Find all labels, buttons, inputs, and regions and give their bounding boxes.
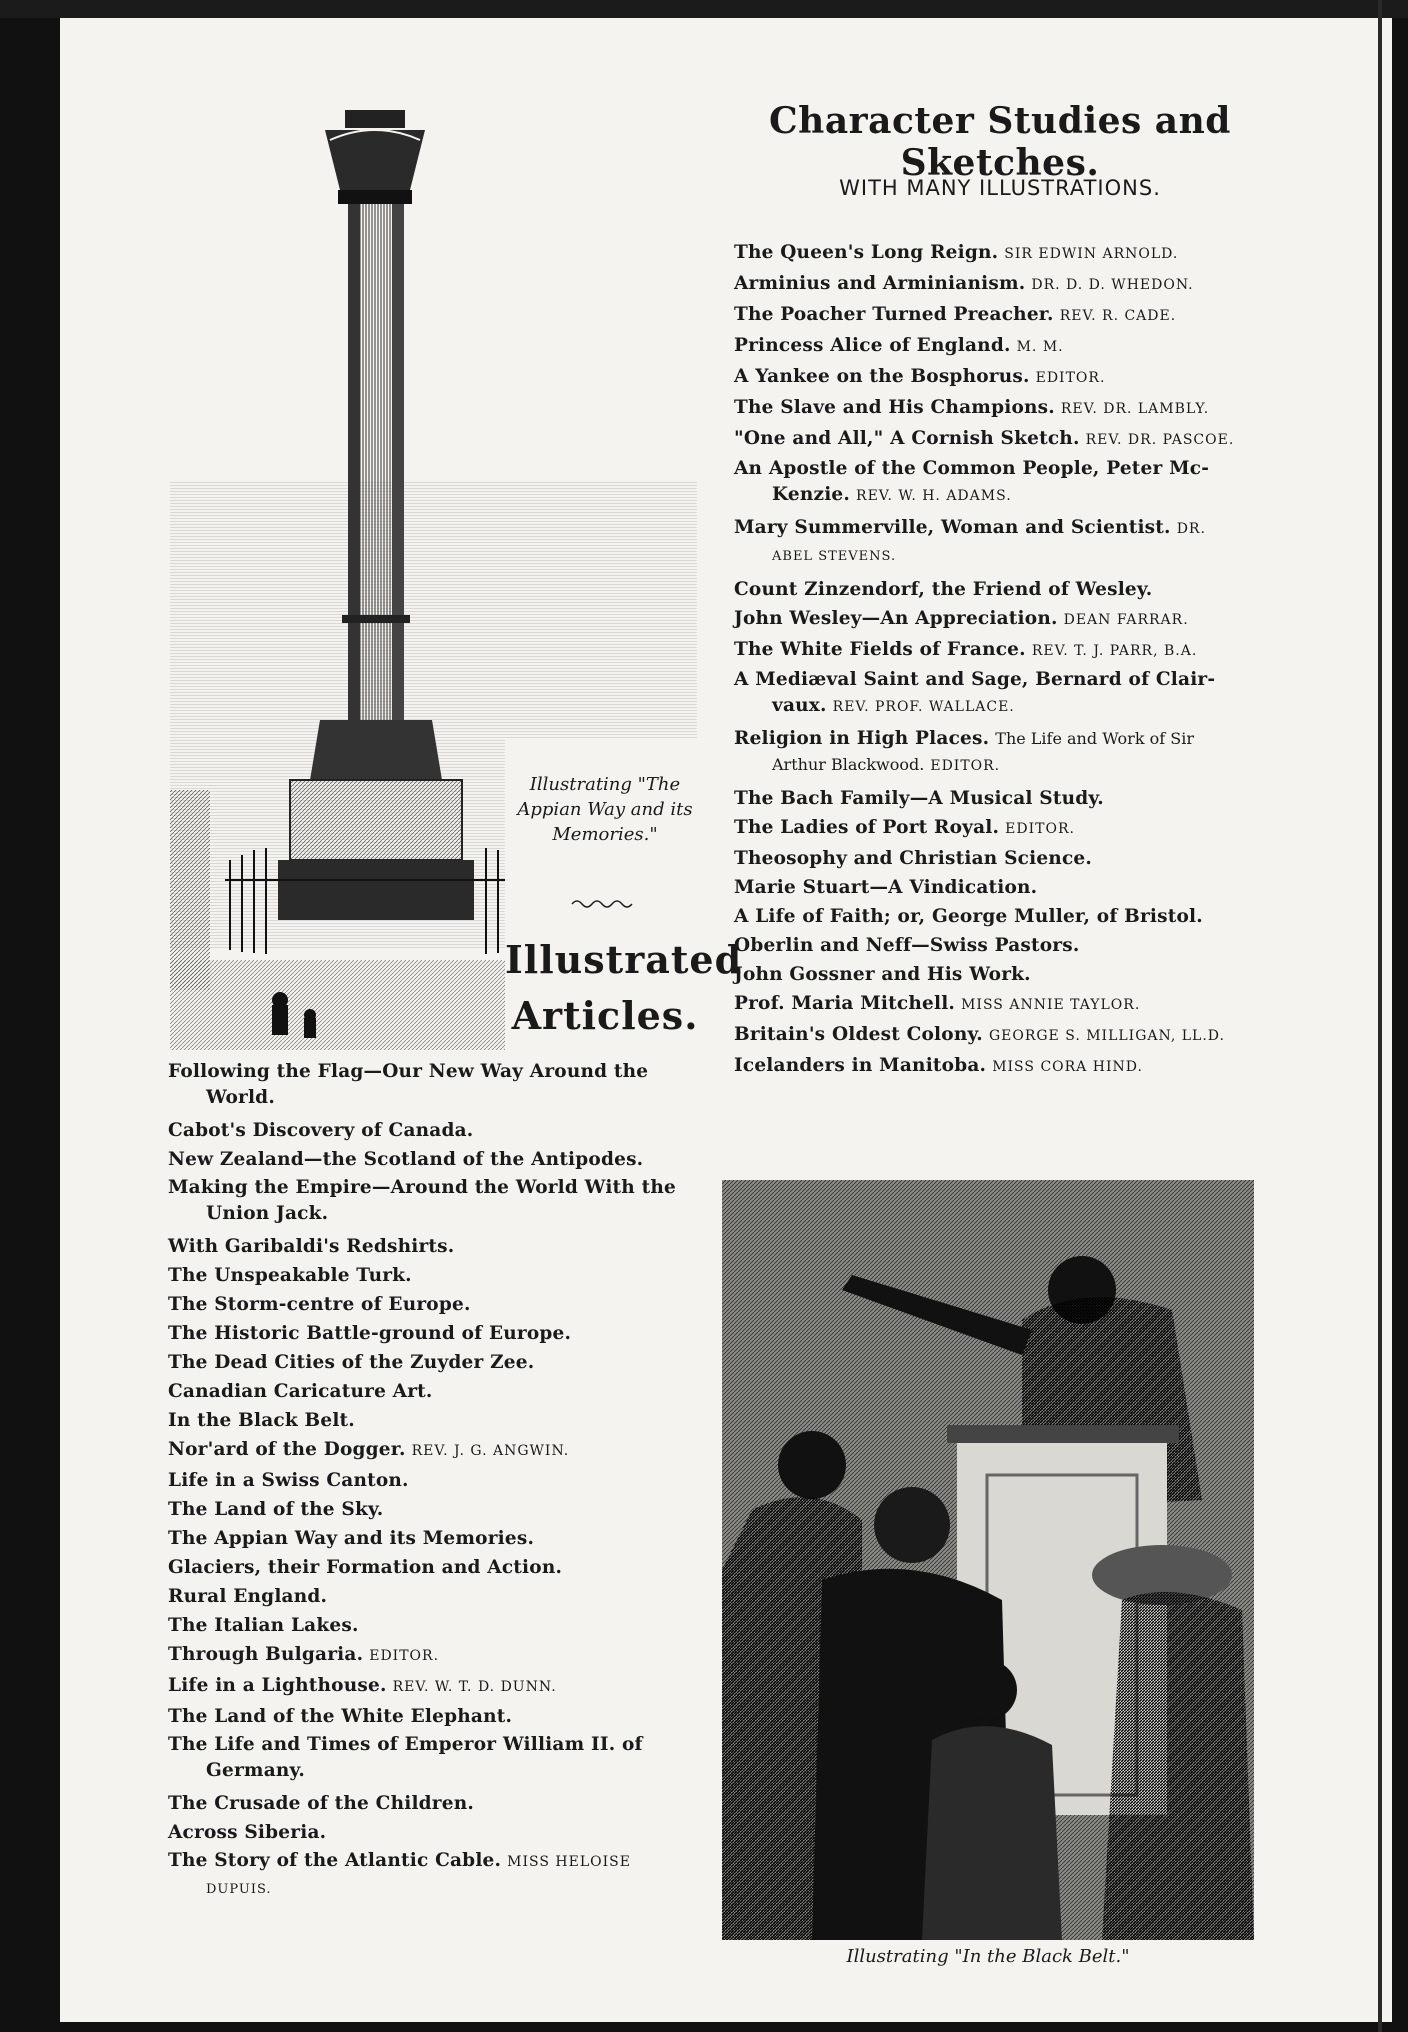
- list-item: [734, 873, 1264, 902]
- article-author: EDITOR.: [1005, 821, 1075, 837]
- article-title: The Poacher Turned Preacher.: [734, 304, 1054, 325]
- list-item: [168, 1818, 708, 1847]
- article-title: The Italian Lakes.: [168, 1615, 359, 1636]
- list-item: [734, 455, 1264, 508]
- article-author: REV. W. T. D. DUNN.: [392, 1679, 557, 1695]
- article-title: Theosophy and Christian Science.: [734, 848, 1093, 869]
- article-author: REV. R. CADE.: [1059, 308, 1177, 324]
- list-item: [168, 1847, 708, 1902]
- article-title: Count Zinzendorf, the Friend of Wesley.: [734, 579, 1153, 600]
- list-item: [168, 1466, 708, 1495]
- article-title: Life in a Swiss Canton.: [168, 1470, 409, 1491]
- list-item: [734, 1020, 1264, 1051]
- article-author: SIR EDWIN ARNOLD.: [1004, 246, 1179, 262]
- list-item: [734, 989, 1264, 1020]
- section-subtitle: WITH MANY ILLUSTRATIONS.: [839, 176, 1161, 200]
- article-title: Making the Empire—Around the World With the: [168, 1177, 676, 1198]
- article-title-continued: Union Jack.: [206, 1203, 329, 1224]
- list-item: [734, 902, 1264, 931]
- articles-heading: Articles.: [511, 993, 699, 1038]
- article-title: Glaciers, their Formation and Action.: [168, 1557, 563, 1578]
- illustrated-heading: Illustrated: [505, 937, 743, 982]
- page-edge: [1378, 0, 1382, 2032]
- article-title: Through Bulgaria.: [168, 1644, 364, 1665]
- list-item: [168, 1731, 708, 1783]
- article-title: A Yankee on the Bosphorus.: [734, 366, 1030, 387]
- list-item: [168, 1145, 708, 1174]
- article-title: Marie Stuart—A Vindication.: [734, 877, 1038, 898]
- list-item: [734, 784, 1264, 813]
- article-title: The Story of the Atlantic Cable.: [168, 1850, 502, 1871]
- list-item: [168, 1348, 708, 1377]
- list-item: [168, 1232, 708, 1261]
- list-item: [168, 1582, 708, 1611]
- article-title: Rural England.: [168, 1586, 328, 1607]
- article-title: The Storm-centre of Europe.: [168, 1294, 471, 1315]
- article-title: Across Siberia.: [168, 1822, 327, 1843]
- section-title: Character Studies and Sketches.: [769, 100, 1231, 184]
- article-author: DR. D. D. WHEDON.: [1031, 277, 1194, 293]
- list-item: [734, 393, 1264, 424]
- article-title: New Zealand—the Scotland of the Antipodes.: [168, 1149, 644, 1170]
- list-item: [734, 269, 1264, 300]
- article-title-continued: Germany.: [206, 1760, 305, 1781]
- list-item: [168, 1702, 708, 1731]
- article-title: A Mediæval Saint and Sage, Bernard of Clair-: [734, 669, 1216, 690]
- preacher-illustration: [722, 1180, 1254, 1940]
- bottom-caption: Illustrating "In the Black Belt.": [846, 1946, 1130, 1967]
- article-author: REV. DR. LAMBLY.: [1060, 401, 1210, 417]
- article-author-continued: DUPUIS.: [206, 1882, 272, 1897]
- list-item: [168, 1116, 708, 1145]
- article-title: The Crusade of the Children.: [168, 1793, 475, 1814]
- article-author: REV. W. H. ADAMS.: [856, 488, 1012, 504]
- article-author: DEAN FARRAR.: [1063, 612, 1189, 628]
- article-title: The Historic Battle-ground of Europe.: [168, 1323, 572, 1344]
- article-title: A Life of Faith; or, George Muller, of Bristol.: [734, 906, 1203, 927]
- article-title: "One and All," A Cornish Sketch.: [734, 428, 1080, 449]
- article-title: The Dead Cities of the Zuyder Zee.: [168, 1352, 535, 1373]
- article-title: Arminius and Arminianism.: [734, 273, 1026, 294]
- article-title: Icelanders in Manitoba.: [734, 1055, 987, 1076]
- ornament-squiggle: [570, 897, 636, 911]
- list-item: [734, 635, 1264, 666]
- article-title: The Queen's Long Reign.: [734, 242, 999, 263]
- list-item: [168, 1789, 708, 1818]
- column-caption: Illustrating "The Appian Way and its Memories.": [517, 774, 693, 845]
- list-item: [734, 725, 1264, 778]
- list-item: [168, 1058, 708, 1110]
- article-author: EDITOR.: [369, 1648, 440, 1664]
- article-title: Life in a Lighthouse.: [168, 1675, 387, 1696]
- article-author: REV. DR. PASCOE.: [1085, 432, 1235, 448]
- article-title: The Appian Way and its Memories.: [168, 1528, 535, 1549]
- list-item: [168, 1290, 708, 1319]
- article-title: John Wesley—An Appreciation.: [734, 608, 1058, 629]
- list-item: [168, 1671, 708, 1702]
- list-item: [168, 1435, 708, 1466]
- article-title: Cabot's Discovery of Canada.: [168, 1120, 474, 1141]
- list-item: [168, 1406, 708, 1435]
- article-author: EDITOR.: [930, 758, 1001, 774]
- list-item: [734, 424, 1264, 455]
- list-item: [734, 300, 1264, 331]
- article-title: The Land of the Sky.: [168, 1499, 384, 1520]
- article-author: GEORGE S. MILLIGAN, LL.D.: [988, 1028, 1225, 1044]
- list-item: [168, 1640, 708, 1671]
- list-item: [734, 331, 1264, 362]
- article-title: In the Black Belt.: [168, 1410, 355, 1431]
- list-item: [168, 1174, 708, 1226]
- list-item: [734, 575, 1264, 604]
- article-title: The Ladies of Port Royal.: [734, 817, 1000, 838]
- list-item: [734, 604, 1264, 635]
- article-title: The Bach Family—A Musical Study.: [734, 788, 1104, 809]
- illustrated-articles-list: [168, 1058, 708, 1908]
- article-title: Mary Summerville, Woman and Scientist.: [734, 517, 1171, 538]
- list-item: [734, 844, 1264, 873]
- article-author: REV. J. G. ANGWIN.: [411, 1443, 570, 1459]
- article-title: Oberlin and Neff—Swiss Pastors.: [734, 935, 1080, 956]
- list-item: [168, 1611, 708, 1640]
- list-item: [168, 1495, 708, 1524]
- list-item: [168, 1319, 708, 1348]
- article-title-continued: World.: [206, 1087, 275, 1108]
- article-author: EDITOR.: [1035, 370, 1106, 386]
- article-author-continued: ABEL STEVENS.: [772, 549, 897, 564]
- list-item: [734, 362, 1264, 393]
- article-title: Canadian Caricature Art.: [168, 1381, 433, 1402]
- article-title-continued: vaux.: [772, 695, 827, 716]
- article-title: The Slave and His Champions.: [734, 397, 1055, 418]
- article-author: REV. PROF. WALLACE.: [832, 699, 1015, 715]
- article-author: DR.: [1176, 521, 1206, 537]
- article-title: Britain's Oldest Colony.: [734, 1024, 983, 1045]
- list-item: [734, 960, 1264, 989]
- article-title: The Unspeakable Turk.: [168, 1265, 412, 1286]
- character-studies-list: [734, 238, 1264, 1082]
- article-author-continued: Arthur Blackwood.: [772, 755, 925, 774]
- article-title: Religion in High Places.: [734, 728, 990, 749]
- article-title: The Land of the White Elephant.: [168, 1706, 513, 1727]
- article-title: John Gossner and His Work.: [734, 964, 1031, 985]
- article-author: REV. T. J. PARR, B.A.: [1031, 643, 1198, 659]
- article-title: Nor'ard of the Dogger.: [168, 1439, 406, 1460]
- list-item: [734, 666, 1264, 719]
- list-item: [734, 514, 1264, 569]
- list-item: [168, 1377, 708, 1406]
- article-title-continued: Kenzie.: [772, 484, 851, 505]
- list-item: [734, 931, 1264, 960]
- article-title: Prof. Maria Mitchell.: [734, 993, 956, 1014]
- article-author: MISS HELOISE: [507, 1854, 631, 1870]
- article-subtitle: The Life and Work of Sir: [995, 729, 1194, 748]
- list-item: [168, 1261, 708, 1290]
- article-author: M. M.: [1016, 339, 1064, 355]
- article-title: The Life and Times of Emperor William II. of: [168, 1734, 643, 1755]
- list-item: [734, 813, 1264, 844]
- article-author: MISS CORA HIND.: [992, 1059, 1143, 1075]
- scan-border-top: [0, 0, 1408, 18]
- article-title: Princess Alice of England.: [734, 335, 1011, 356]
- list-item: [168, 1524, 708, 1553]
- article-author: MISS ANNIE TAYLOR.: [961, 997, 1141, 1013]
- article-title: An Apostle of the Common People, Peter Mc-: [734, 458, 1210, 479]
- list-item: [168, 1553, 708, 1582]
- list-item: [734, 1051, 1264, 1082]
- article-title: The White Fields of France.: [734, 639, 1026, 660]
- article-title: With Garibaldi's Redshirts.: [168, 1236, 455, 1257]
- article-title: Following the Flag—Our New Way Around the: [168, 1061, 649, 1082]
- list-item: [734, 238, 1264, 269]
